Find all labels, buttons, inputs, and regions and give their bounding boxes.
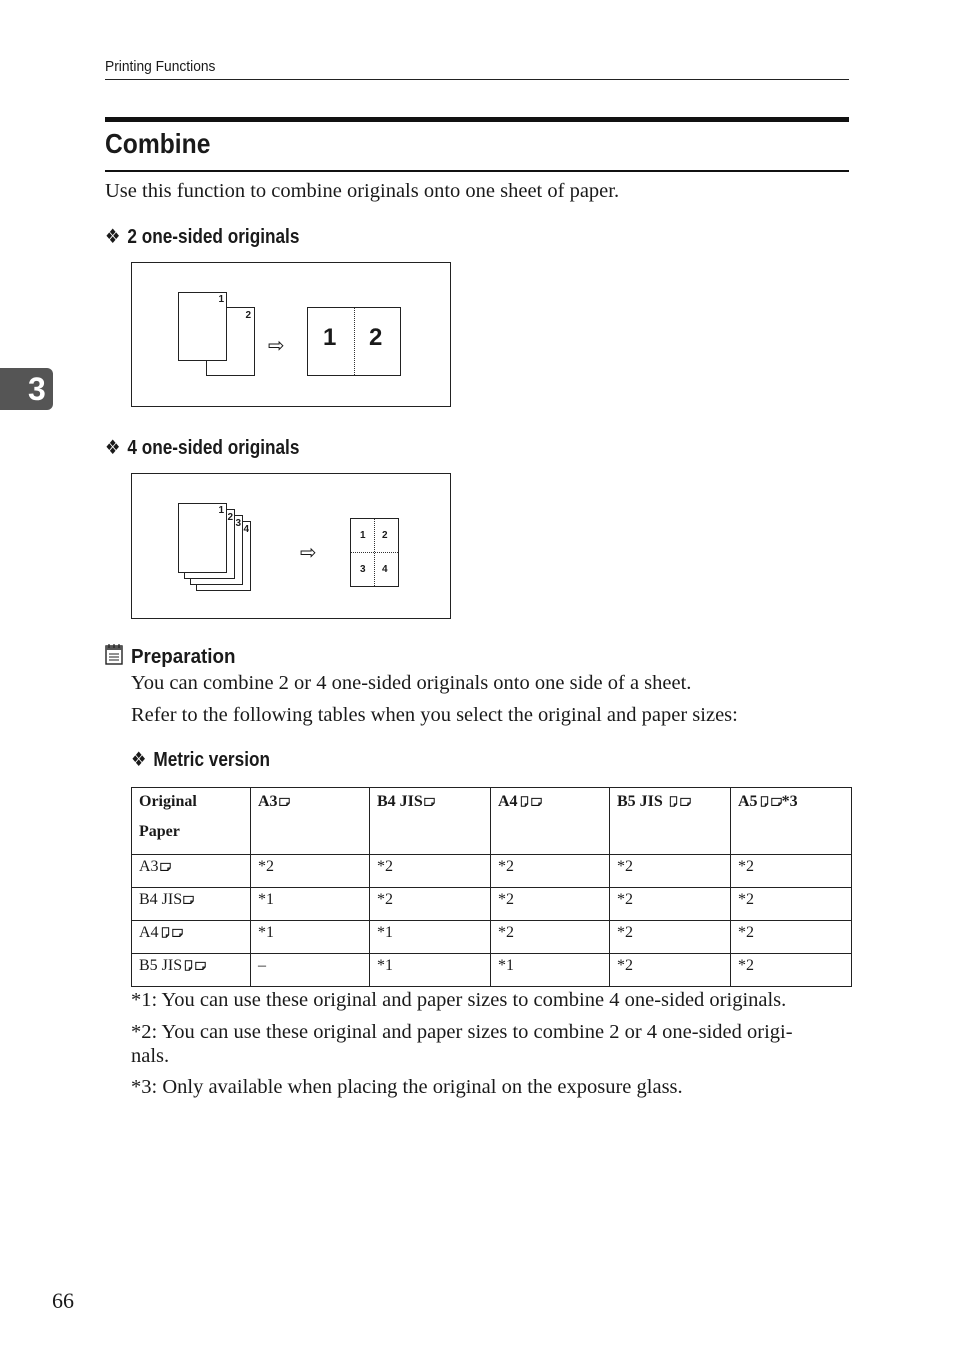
corner-label-paper: Paper (139, 823, 180, 840)
table-cell: *1 (370, 921, 491, 954)
section-heading-two-originals: ❖ 2 one-sided originals (105, 226, 300, 248)
combined-page-label: 1 (323, 324, 337, 351)
table-corner-cell (132, 788, 251, 855)
table-cell: *2 (731, 888, 852, 921)
notepad-icon (105, 643, 123, 665)
table-cell: *2 (491, 921, 610, 954)
footnote-2-line: *2: You can use these original and paper sizes to combine 2 or 4 one-sided origi- (131, 1021, 793, 1043)
arrow-right-outline-icon: ⇨ (268, 333, 285, 357)
footnote-1: *1: You can use these original and paper sizes to combine 4 one-sided originals. (131, 989, 787, 1011)
portrait-paper-icon (759, 795, 770, 808)
table-cell: *2 (731, 921, 852, 954)
row-header-label: A4 (139, 924, 159, 941)
diamond-bullet-icon: ❖ (105, 226, 121, 248)
arrow-right-outline-icon: ⇨ (300, 540, 317, 564)
column-header-label: B4 JIS (377, 793, 423, 810)
footnote-2 (131, 1020, 851, 1068)
landscape-paper-icon (424, 795, 435, 808)
page-number-label: 2 (227, 512, 233, 523)
column-header-label: A4 (498, 793, 518, 810)
page-number-label: 1 (218, 505, 224, 516)
page-number-label: 4 (243, 524, 249, 535)
row-header-cell (132, 855, 251, 888)
page-title: Combine (105, 128, 211, 159)
section-heading-four-originals: ❖ 4 one-sided originals (105, 437, 300, 459)
chapter-tab: 3 (0, 368, 53, 410)
table-cell: *2 (610, 888, 731, 921)
page-number-label: 2 (245, 310, 251, 321)
preparation-heading: Preparation (131, 646, 236, 668)
combined-page-label: 3 (360, 564, 366, 575)
portrait-paper-icon (668, 795, 679, 808)
landscape-paper-icon (531, 795, 542, 808)
combined-page-label: 4 (382, 564, 388, 575)
table-cell: *2 (491, 855, 610, 888)
header-rule (105, 79, 849, 80)
row-header-cell (132, 888, 251, 921)
table-cell: *2 (370, 888, 491, 921)
table-cell: *2 (491, 888, 610, 921)
table-row (132, 855, 852, 888)
fold-line-horizontal (351, 552, 398, 553)
title-rule-top (105, 117, 849, 122)
column-header (731, 788, 852, 855)
portrait-paper-icon (183, 959, 194, 972)
table-cell: *1 (251, 921, 370, 954)
footnote-3: *3: Only available when placing the original on the exposure glass. (131, 1076, 683, 1098)
column-header-label: A5 (738, 793, 758, 810)
row-header-label: B4 JIS (139, 891, 183, 908)
column-header (370, 788, 491, 855)
table-cell: *2 (370, 855, 491, 888)
preparation-text: Refer to the following tables when you select the original and paper sizes: (131, 704, 738, 726)
metric-version-heading: ❖ Metric version (131, 749, 270, 771)
column-header-label: B5 JIS (617, 793, 667, 810)
column-header (491, 788, 610, 855)
page-number-label: 1 (218, 294, 224, 305)
intro-paragraph: Use this function to combine originals onto one sheet of paper. (105, 180, 620, 202)
figure-two-originals (131, 262, 451, 407)
corner-label-original: Original (139, 793, 197, 810)
original-sheet-1 (178, 503, 227, 573)
row-header-label: B5 JIS (139, 957, 183, 974)
table-row (132, 888, 852, 921)
column-header-footnote-ref: *3 (781, 793, 798, 810)
combined-page-label: 2 (369, 324, 383, 351)
running-header: Printing Functions (105, 58, 216, 75)
page-number-label: 3 (235, 518, 241, 529)
original-sheet-front (178, 292, 227, 361)
page-number: 66 (52, 1288, 74, 1313)
combined-sheet (350, 518, 399, 587)
portrait-paper-icon (519, 795, 530, 808)
table-cell: *2 (610, 954, 731, 987)
row-header-cell (132, 921, 251, 954)
portrait-paper-icon (160, 926, 171, 939)
size-compatibility-table (131, 787, 852, 987)
table-cell: – (251, 954, 370, 987)
table-cell: *2 (731, 855, 852, 888)
landscape-paper-icon (160, 860, 171, 873)
landscape-paper-icon (195, 959, 206, 972)
landscape-paper-icon (172, 926, 183, 939)
table-cell: *1 (370, 954, 491, 987)
landscape-paper-icon (183, 893, 194, 906)
combined-page-label: 1 (360, 530, 366, 541)
combined-page-label: 2 (382, 530, 388, 541)
row-header-cell (132, 954, 251, 987)
table-cell: *2 (731, 954, 852, 987)
diamond-bullet-icon: ❖ (131, 749, 147, 771)
combined-sheet (307, 307, 401, 376)
table-row (132, 954, 852, 987)
table-row (132, 921, 852, 954)
row-header-label: A3 (139, 858, 159, 875)
diamond-bullet-icon: ❖ (105, 437, 121, 459)
table-cell: *1 (251, 888, 370, 921)
table-header-row (132, 788, 852, 855)
title-rule-bottom (105, 170, 849, 172)
column-header (251, 788, 370, 855)
table-cell: *2 (610, 855, 731, 888)
footnote-2-line: nals. (131, 1045, 170, 1067)
fold-line (354, 308, 355, 375)
column-header (610, 788, 731, 855)
landscape-paper-icon (279, 795, 290, 808)
table-cell: *2 (251, 855, 370, 888)
table-cell: *1 (491, 954, 610, 987)
column-header-label: A3 (258, 793, 278, 810)
figure-four-originals (131, 473, 451, 619)
landscape-paper-icon (680, 795, 691, 808)
preparation-text: You can combine 2 or 4 one-sided originals onto one side of a sheet. (131, 672, 692, 694)
landscape-paper-icon (771, 795, 782, 808)
table-cell: *2 (610, 921, 731, 954)
